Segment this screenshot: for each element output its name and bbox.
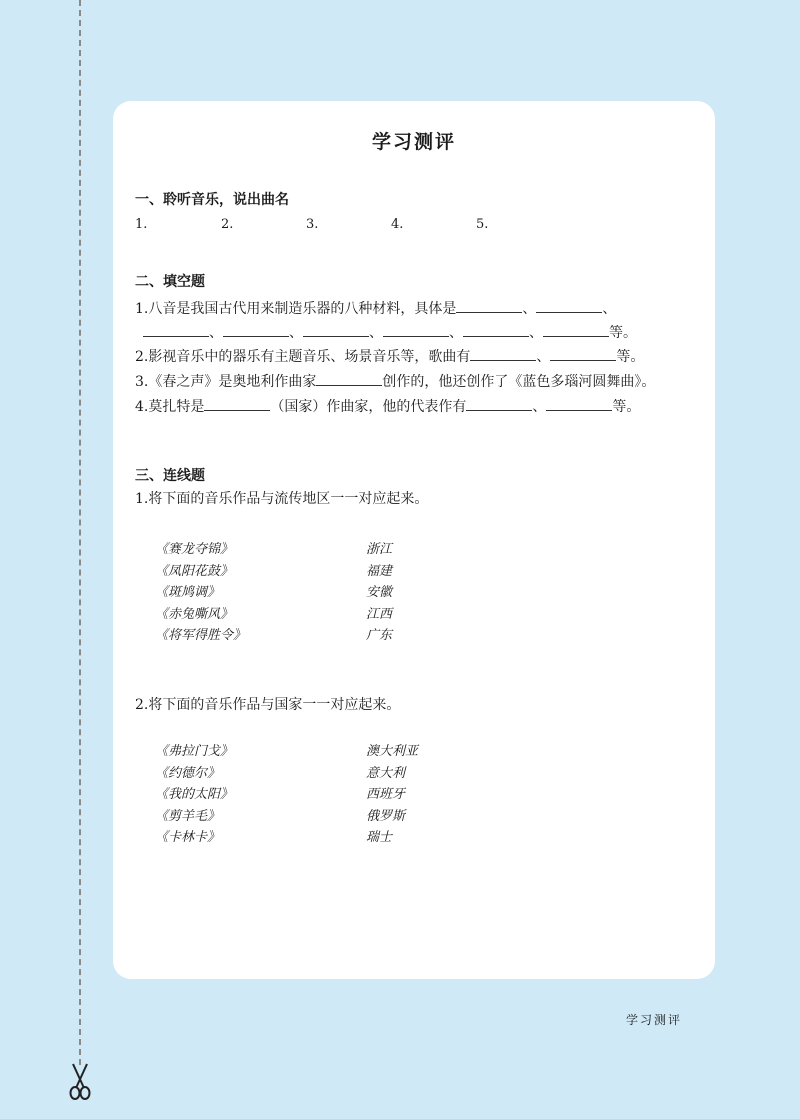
list-item[interactable]: 安徽 (366, 585, 393, 600)
list-item[interactable]: 《将军得胜令》 (155, 628, 247, 643)
question-text: 1.八音是我国古代用来制造乐器的八种材料，具体是 (135, 301, 457, 317)
section1-heading: 一、聆听音乐，说出曲名 (135, 192, 289, 208)
separator: 、 (449, 325, 463, 341)
list-item[interactable]: 广东 (366, 628, 393, 643)
matching-instruction-1: 1.将下面的音乐作品与流传地区一一对应起来。 (135, 491, 429, 507)
list-item[interactable]: 瑞士 (366, 830, 393, 845)
fill-question-1-line2 (143, 322, 637, 343)
list-item[interactable]: 《弗拉门戈》 (155, 744, 234, 759)
answer-blank[interactable] (463, 322, 529, 337)
fill-question-4 (135, 396, 640, 417)
question-end: 等。 (612, 399, 641, 415)
separator: 、 (529, 325, 543, 341)
section2-heading: 二、填空题 (135, 274, 205, 290)
question-end: 等。 (616, 349, 645, 365)
matching-instruction-2: 2.将下面的音乐作品与国家一一对应起来。 (135, 697, 401, 713)
answer-blank[interactable] (466, 396, 532, 411)
list-item[interactable]: 江西 (366, 606, 393, 622)
page-title: 学习测评 (371, 131, 456, 153)
answer-blank[interactable] (383, 322, 449, 337)
section3-heading: 三、连线题 (135, 468, 205, 484)
section1-number-row (135, 217, 535, 237)
question-end: 创作的，他还创作了《蓝色多瑙河圆舞曲》。 (382, 374, 656, 390)
separator: 、 (602, 301, 617, 317)
list-item[interactable]: 福建 (366, 563, 393, 579)
matching-works-list-2 (155, 741, 233, 849)
separator: 、 (289, 325, 303, 341)
list-item[interactable]: 西班牙 (366, 787, 406, 802)
list-item[interactable]: 浙江 (366, 542, 393, 557)
question-end: 等。 (609, 325, 637, 341)
answer-number: 1. (135, 217, 148, 232)
list-item[interactable]: 《凤阳花鼓》 (155, 563, 234, 579)
list-item[interactable]: 《约德尔》 (155, 765, 221, 781)
scissors-icon (66, 1062, 94, 1102)
question-text: 3.《春之声》是奥地利作曲家 (135, 374, 317, 390)
list-item[interactable]: 《我的太阳》 (155, 787, 234, 802)
question-text: 4.莫扎特是 (135, 399, 205, 415)
list-item[interactable]: 《卡林卡》 (155, 830, 221, 845)
list-item[interactable]: 澳大利亚 (366, 744, 419, 759)
matching-works-list-1 (155, 539, 246, 647)
list-item[interactable]: 《赛龙夺锦》 (155, 542, 234, 557)
answer-blank[interactable] (543, 322, 609, 337)
page-footer: 学习测评 (626, 1013, 683, 1027)
list-item[interactable]: 《斑鸠调》 (155, 585, 221, 600)
answer-blank[interactable] (456, 298, 522, 313)
separator: 、 (369, 325, 383, 341)
list-item[interactable]: 意大利 (366, 765, 406, 781)
list-item[interactable]: 《赤兔嘶风》 (155, 606, 234, 622)
fill-question-3 (135, 371, 655, 392)
matching-countries-list (366, 741, 418, 849)
answer-blank[interactable] (546, 396, 612, 411)
separator: 、 (532, 399, 547, 415)
assessment-card (113, 101, 715, 979)
list-item[interactable]: 俄罗斯 (366, 808, 406, 824)
answer-blank[interactable] (316, 371, 382, 386)
separator: 、 (536, 349, 551, 365)
question-text-mid: （国家）作曲家，他的代表作有 (270, 399, 467, 415)
separator: 、 (522, 301, 537, 317)
answer-blank[interactable] (470, 346, 536, 361)
answer-blank[interactable] (303, 322, 369, 337)
answer-number: 3. (306, 217, 319, 232)
fill-question-2 (135, 346, 644, 367)
fill-question-1-line1 (135, 298, 616, 319)
answer-blank[interactable] (550, 346, 616, 361)
separator: 、 (209, 325, 223, 341)
answer-blank[interactable] (223, 322, 289, 337)
answer-number: 5. (476, 217, 489, 232)
matching-regions-list (366, 539, 392, 647)
answer-number: 2. (221, 217, 234, 232)
cut-line (79, 0, 81, 1065)
answer-blank[interactable] (536, 298, 602, 313)
question-text: 2.影视音乐中的器乐有主题音乐、场景音乐等，歌曲有 (135, 349, 471, 365)
answer-blank[interactable] (143, 322, 209, 337)
answer-number: 4. (391, 217, 404, 232)
answer-blank[interactable] (204, 396, 270, 411)
list-item[interactable]: 《剪羊毛》 (155, 808, 221, 824)
